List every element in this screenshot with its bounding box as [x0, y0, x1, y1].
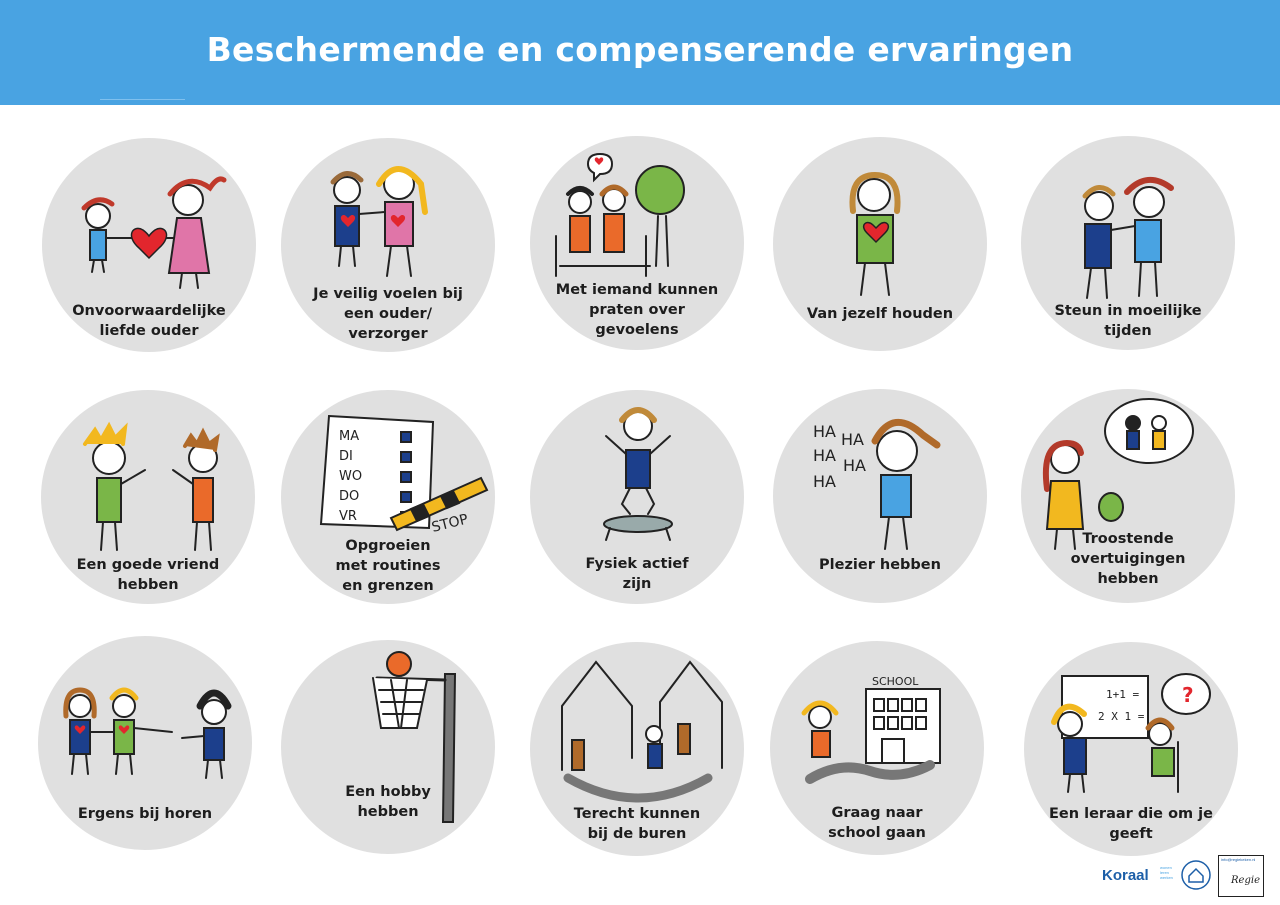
- card-comforting-beliefs: [1021, 389, 1235, 603]
- card-label: Van jezelf houden: [806, 306, 954, 322]
- card-belonging: [38, 636, 252, 850]
- day-label: MA: [339, 429, 360, 444]
- haha-text: HA: [813, 472, 836, 491]
- card-label: Met iemand kunnen praten over gevoelens: [555, 282, 719, 338]
- card-label: Je veilig voelen bij een ouder/ verzorger: [313, 286, 463, 342]
- footer-logos: [1102, 853, 1270, 897]
- regie-email: info@regiekeken.nl: [1221, 857, 1256, 862]
- card-label: Een leraar die om je geeft: [1049, 806, 1213, 842]
- card-routines: [281, 390, 495, 604]
- card-self-love: [773, 137, 987, 351]
- card-good-friend: [41, 390, 255, 604]
- day-label: DO: [339, 489, 360, 504]
- card-physically-active: [530, 390, 744, 604]
- card-label: Terecht kunnen bij de buren: [573, 806, 701, 842]
- day-label: VR: [339, 509, 357, 524]
- school-sign: SCHOOL: [872, 675, 919, 688]
- card-talk-feelings: [530, 136, 744, 350]
- card-school: [770, 641, 984, 855]
- card-neighbours: [530, 642, 744, 856]
- card-feel-safe: [281, 138, 495, 352]
- house-logo-icon: [1180, 859, 1212, 891]
- svg-text:?: ?: [1182, 683, 1194, 707]
- regie-text: Regie: [1231, 875, 1260, 886]
- card-support: [1021, 136, 1235, 350]
- card-label: Steun in moeilijke tijden: [1054, 303, 1202, 339]
- math-line: 2 X 1 =: [1098, 710, 1145, 723]
- card-fun: [773, 389, 987, 603]
- day-label: DI: [339, 449, 353, 464]
- card-label: Graag naar school gaan: [828, 805, 926, 841]
- header-banner: [0, 0, 1280, 105]
- page-title: Beschermende en compenserende ervaringen: [206, 30, 1074, 69]
- card-label: Onvoorwaardelijke liefde ouder: [72, 303, 226, 339]
- haha-text: HA: [813, 422, 836, 441]
- day-label: WO: [339, 469, 363, 484]
- haha-text: HA: [813, 446, 836, 465]
- card-teacher: [1024, 642, 1238, 856]
- card-label: Fysiek actief zijn: [585, 556, 689, 592]
- card-label: Een hobby hebben: [345, 784, 431, 820]
- haha-text: HA: [843, 456, 866, 475]
- card-unconditional-love: [42, 138, 256, 352]
- haha-text: HA: [841, 430, 864, 449]
- card-label: Opgroeien met routines en grenzen: [335, 538, 441, 594]
- header-divider: [100, 99, 185, 100]
- card-label: Plezier hebben: [819, 557, 941, 573]
- card-label: Troostende overtuigingen hebben: [1070, 531, 1186, 587]
- card-label: Een goede vriend hebben: [76, 557, 220, 593]
- card-hobby: [281, 640, 495, 854]
- card-label: Ergens bij horen: [77, 806, 213, 822]
- regie-logo: [1218, 855, 1264, 897]
- math-line: 1+1 =: [1106, 688, 1140, 701]
- stop-text: STOP: [430, 511, 470, 536]
- koraal-logo: Koraal: [1102, 867, 1149, 884]
- koraal-tagline: wonen leren werken: [1160, 865, 1173, 880]
